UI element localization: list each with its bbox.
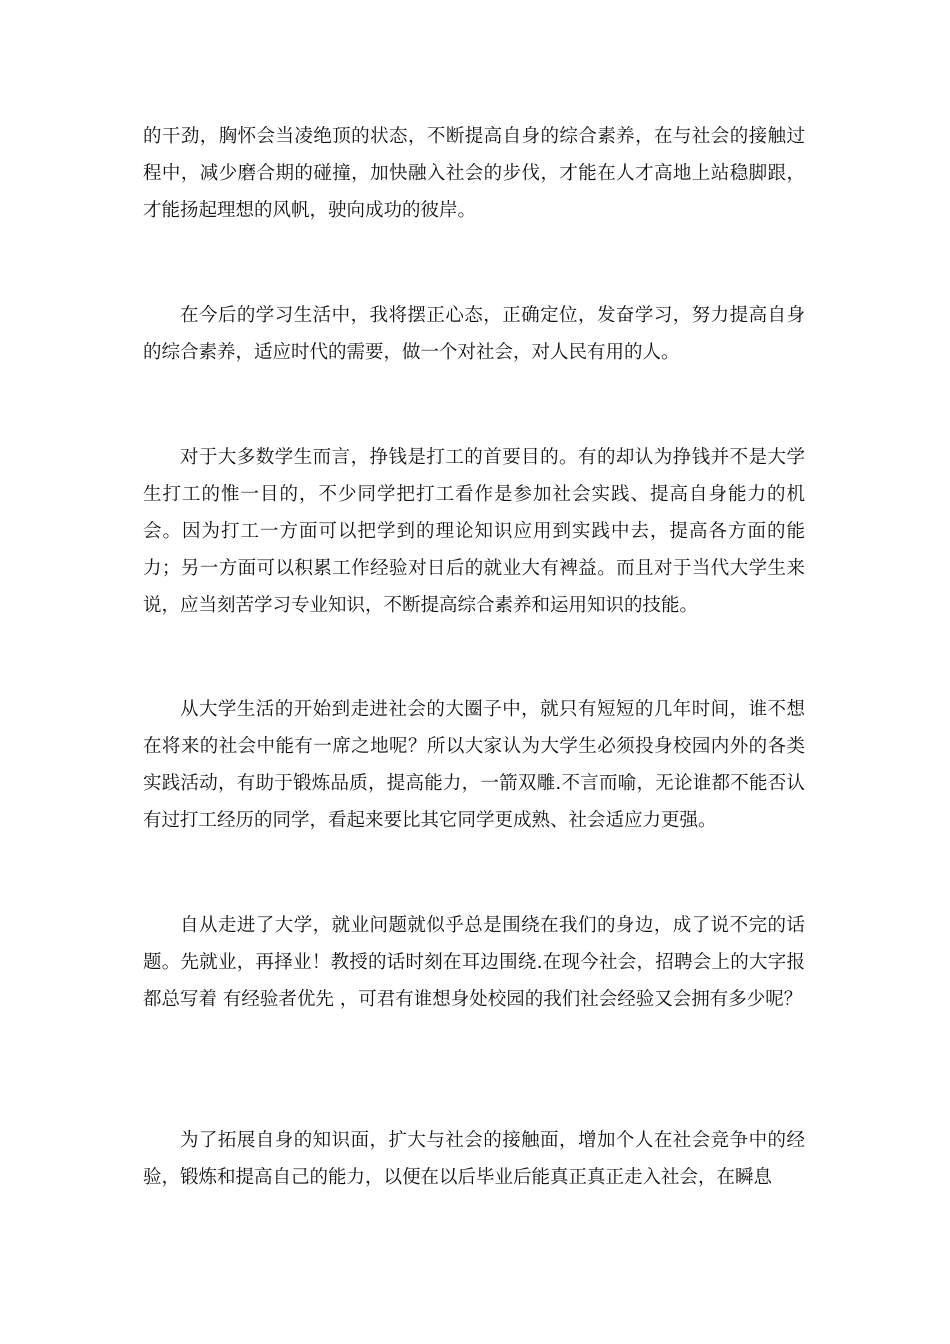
paragraph-1: 的干劲，胸怀会当凌绝顶的状态，不断提高自身的综合素养，在与社会的接触过程中，减少磨合期的碰撞，加快融入社会的步伐，才能在人才高地上站稳脚跟，才能扬起理想的风帆，驶向成功的彼岸。 xyxy=(143,126,805,221)
paragraph-5: 自从走进了大学，就业问题就似乎总是围绕在我们的身边，成了说不完的话题。先就业，再择业！教授的话时刻在耳边围绕.在现今社会，招聘会上的大字报都总写着 有经验者优先 ，可君有谁想身处校园的我们社会经验又会拥有多少呢？ xyxy=(143,915,805,1010)
paragraph-6: 为了拓展自身的知识面，扩大与社会的接触面，增加个人在社会竞争中的经验，锻炼和提高自己的能力，以便在以后毕业后能真正真正走入社会，在瞬息 xyxy=(143,1130,805,1188)
paragraph-2: 在今后的学习生活中，我将摆正心态，正确定位，发奋学习，努力提高自身的综合素养，适应时代的需要，做一个对社会，对人民有用的人。 xyxy=(143,305,805,363)
paragraph-4: 从大学生活的开始到走进社会的大圈子中，就只有短短的几年时间，谁不想在将来的社会中能有一席之地呢？所以大家认为大学生必须投身校园内外的各类实践活动，有助于锻炼品质，提高能力，一箭双雕.不言而喻，无论谁都不能否认有过打工经历的同学，看起来要比其它同学更成熟、社会适应力更强。 xyxy=(143,699,805,831)
paragraph-3: 对于大多数学生而言，挣钱是打工的首要目的。有的却认为挣钱并不是大学生打工的惟一目的，不少同学把打工看作是参加社会实践、提高自身能力的机会。因为打工一方面可以把学到的理论知识应用到实践中去，提高各方面的能力；另一方面可以积累工作经验对日后的就业大有裨益。而且对于当代大学生来说，应当刻苦学习专业知识，不断提高综合素养和运用知识的技能。 xyxy=(143,447,805,616)
